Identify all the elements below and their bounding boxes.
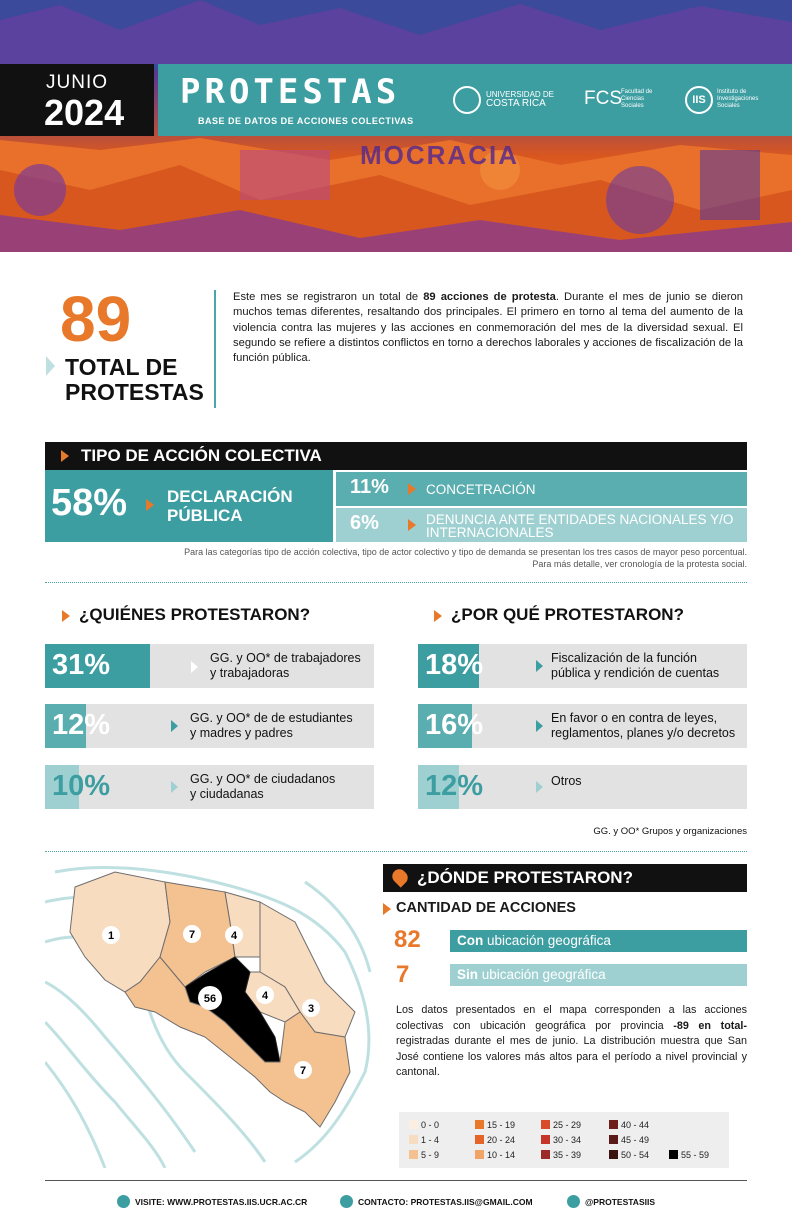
con-ubicacion-label (457, 933, 611, 948)
legend-swatch (669, 1150, 678, 1159)
date-month: JUNIO (46, 72, 108, 93)
legend-label: 10 - 14 (487, 1150, 516, 1160)
footer-web-url[interactable]: WWW.PROTESTAS.IIS.UCR.AC.CR (167, 1197, 308, 1207)
logo-fcs-text (621, 89, 652, 110)
quienes-label-line1: GG. y OO* de trabajadores (210, 651, 361, 665)
quienes-label-line1: GG. y OO* de ciudadanos (190, 772, 336, 786)
porque-label (551, 651, 719, 681)
brand-subtitle: BASE DE DATOS DE ACCIONES COLECTIVAS (198, 116, 414, 126)
divider (45, 851, 747, 852)
map-label: 56 (203, 993, 217, 1005)
location-pin-icon (389, 866, 410, 887)
summary-text-a: Este mes se registraron un total de (233, 291, 424, 303)
tipo-main-card (45, 470, 333, 542)
legend-label: 0 - 0 (421, 1120, 440, 1130)
sin-ubicacion-label (457, 967, 606, 982)
legend-label: 30 - 34 (553, 1135, 582, 1145)
porque-label (551, 711, 735, 741)
quienes-label-line2: y madres y padres (190, 726, 293, 740)
logo-ucr-line2: COSTA RICA (486, 98, 546, 109)
footer-social[interactable] (567, 1195, 655, 1208)
title-band (158, 64, 792, 136)
quienes-card (45, 704, 374, 748)
tipo-row-arrow-icon (408, 519, 416, 531)
total-number: 89 (60, 283, 132, 355)
legend-swatch (409, 1135, 418, 1144)
tipo-title: TIPO DE ACCIÓN COLECTIVA (81, 446, 322, 465)
legend-item (669, 1150, 709, 1160)
tipo-main-pct: 58% (51, 482, 128, 524)
arrow-icon (536, 660, 543, 672)
map-legend (399, 1112, 729, 1168)
legend-label: 45 - 49 (621, 1135, 650, 1145)
quienes-pct: 12% (52, 709, 111, 741)
legend-swatch (541, 1135, 550, 1144)
legend-item (409, 1150, 439, 1160)
legend-swatch (409, 1150, 418, 1159)
arrow-icon (171, 781, 178, 793)
map-text-b: registradas durante el mes de junio. La distribución muestra que San José contiene los valores más altos para el período a nivel provincial y cantonal. (396, 1035, 747, 1079)
tipo-row (336, 472, 747, 506)
legend-label: 50 - 54 (621, 1150, 650, 1160)
footer-web[interactable] (117, 1195, 307, 1208)
legend-swatch (541, 1120, 550, 1129)
total-label-line2: PROTESTAS (65, 379, 204, 405)
legend-label: 55 - 59 (681, 1150, 710, 1160)
tipo-note-line1: Para las categorías tipo de acción colectiva, tipo de actor colectivo y tipo de demanda se presentan los tres casos de mayor peso porcentual. (184, 547, 747, 557)
sin-ubicacion-bar (450, 964, 747, 986)
porque-label-line1: Otros (551, 774, 582, 788)
donde-title: ¿DÓNDE PROTESTARON? (417, 868, 633, 887)
legend-swatch (475, 1120, 484, 1129)
map-label: 1 (107, 930, 115, 942)
con-ubicacion-rest: ubicación geográfica (483, 933, 611, 948)
tipo-row-label: CONCETRACIÓN (426, 482, 536, 497)
map-description (396, 1003, 747, 1081)
arrow-icon (536, 781, 543, 793)
tipo-row-pct: 6% (350, 512, 379, 534)
arrow-icon (191, 661, 198, 673)
legend-swatch (475, 1135, 484, 1144)
footnote: GG. y OO* Grupos y organizaciones (593, 826, 747, 837)
legend-item (541, 1135, 581, 1145)
footer-web-label: VISITE: (135, 1197, 165, 1207)
con-ubicacion-bar (450, 930, 747, 952)
summary-text (233, 290, 743, 366)
legend-label: 40 - 44 (621, 1120, 650, 1130)
logo-iis-line3: Sociales (717, 103, 740, 109)
tipo-main-arrow-icon (146, 499, 154, 511)
porque-label (551, 774, 582, 789)
footer-divider (45, 1180, 747, 1181)
brand-title: PROTESTAS (180, 72, 401, 112)
porque-pct: 16% (425, 709, 484, 741)
map-svg (45, 862, 375, 1168)
quienes-card (45, 765, 374, 809)
facebook-icon (567, 1195, 580, 1208)
quienes-title: ¿QUIÉNES PROTESTARON? (79, 605, 311, 624)
legend-item (609, 1120, 649, 1130)
con-ubicacion-number: 82 (394, 926, 421, 953)
logo-fcs-line1: Facultad de (621, 89, 653, 95)
section-arrow-icon (62, 610, 70, 622)
tipo-note-line2: Para más detalle, ver cronología de la protesta social. (532, 559, 747, 569)
quienes-label (210, 651, 361, 681)
porque-card (418, 704, 747, 748)
logo-iis-text (717, 89, 758, 110)
legend-label: 20 - 24 (487, 1135, 516, 1145)
legend-label: 5 - 9 (421, 1150, 440, 1160)
porque-label-line2: pública y rendición de cuentas (551, 666, 720, 680)
quienes-pct: 10% (52, 770, 111, 802)
legend-item (475, 1135, 515, 1145)
legend-item (475, 1150, 515, 1160)
legend-label: 1 - 4 (421, 1135, 440, 1145)
quienes-pct: 31% (52, 649, 111, 681)
porque-title: ¿POR QUÉ PROTESTARON? (451, 605, 684, 624)
cantidad-title: CANTIDAD DE ACCIONES (396, 900, 576, 916)
sin-ubicacion-rest: ubicación geográfica (478, 967, 606, 982)
legend-swatch (475, 1150, 484, 1159)
logo-iis: IIS (685, 86, 713, 114)
legend-item (609, 1135, 649, 1145)
arrow-icon (536, 720, 543, 732)
quienes-label-line2: y ciudadanas (190, 787, 264, 801)
map-label: 4 (230, 930, 238, 942)
logo-ucr-line1: UNIVERSIDAD DE (486, 90, 555, 99)
total-label-line1: TOTAL DE (65, 354, 178, 380)
footer-social-handle[interactable]: @PROTESTASIIS (585, 1197, 656, 1207)
logo-ucr (486, 90, 554, 108)
quienes-label (190, 711, 353, 741)
legend-item (409, 1120, 439, 1130)
arrow-icon (171, 720, 178, 732)
section-arrow-icon (61, 450, 69, 462)
porque-card (418, 644, 747, 688)
legend-item (475, 1120, 515, 1130)
tipo-row-arrow-icon (408, 483, 416, 495)
legend-item (409, 1135, 439, 1145)
legend-swatch (609, 1135, 618, 1144)
con-ubicacion-bold: Con (457, 933, 484, 948)
logo-fcs: FCS (584, 88, 622, 109)
legend-swatch (541, 1150, 550, 1159)
legend-item (541, 1150, 581, 1160)
legend-label: 25 - 29 (553, 1120, 582, 1130)
quienes-label (190, 772, 335, 802)
tipo-row-pct: 11% (350, 476, 389, 498)
banner-text: MOCRACIA (360, 140, 519, 170)
logo-fcs-line2: Ciencias (621, 96, 645, 102)
tipo-row-label: DENUNCIA ANTE ENTIDADES NACIONALES Y/O INTERNACIONALES (426, 512, 734, 540)
footer-contact-email[interactable]: PROTESTAS.IIS@GMAIL.COM (410, 1197, 533, 1207)
legend-item (609, 1150, 649, 1160)
summary-divider (214, 290, 216, 408)
map-text-bold: -89 en total- (673, 1019, 747, 1032)
summary-text-b: . Durante el mes de junio se dieron muchos temas diferentes, resaltando dos principales. El primero en torno al tema del aumento de la violencia contra las mujeres y las acciones en conmemoración del mes de la diversidad sexual. El segundo se refiere a distintos conflictos en torno a derechos laborales y acciones de fiscalización de la función pública. (233, 291, 743, 365)
legend-swatch (409, 1120, 418, 1129)
pointer-icon (46, 356, 55, 376)
map-label: 3 (307, 1003, 315, 1015)
section-arrow-icon (383, 903, 391, 915)
map-label: 4 (261, 990, 269, 1002)
section-arrow-icon (434, 610, 442, 622)
logo-fcs-line3: Sociales (621, 103, 644, 109)
globe-icon (117, 1195, 130, 1208)
quienes-card (45, 644, 374, 688)
tipo-note (45, 546, 747, 570)
quienes-label-line1: GG. y OO* de de estudiantes (190, 711, 353, 725)
tipo-row (336, 508, 747, 542)
mail-icon (340, 1195, 353, 1208)
tipo-section-header (45, 442, 747, 470)
logo-iis-line1: Instituto de (717, 89, 747, 95)
porque-label-line2: reglamentos, planes y/o decretos (551, 726, 736, 740)
map-label: 7 (188, 929, 196, 941)
footer-contact[interactable] (340, 1195, 533, 1208)
divider (45, 582, 747, 583)
province-map (45, 862, 375, 1168)
sin-ubicacion-number: 7 (396, 961, 410, 988)
porque-pct: 18% (425, 649, 484, 681)
legend-swatch (609, 1150, 618, 1159)
porque-pct: 12% (425, 770, 484, 802)
map-text-a: Los datos presentados en el mapa corresponden a las acciones colectivas con ubicación geográfica por provincia (396, 1004, 747, 1032)
logo-iis-line2: Investigaciones (717, 96, 759, 102)
total-label (65, 355, 215, 405)
donde-section-header (383, 864, 747, 892)
porque-label-line1: Fiscalización de la función (551, 651, 697, 665)
legend-item (541, 1120, 581, 1130)
ucr-seal-icon (453, 86, 481, 114)
date-year: 2024 (44, 92, 125, 133)
porque-label-line1: En favor o en contra de leyes, (551, 711, 718, 725)
sin-ubicacion-bold: Sin (457, 967, 479, 982)
quienes-label-line2: y trabajadoras (210, 666, 290, 680)
footer-contact-label: CONTACTO: (358, 1197, 409, 1207)
legend-label: 15 - 19 (487, 1120, 516, 1130)
date-box (0, 64, 154, 136)
tipo-main-label: DECLARACIÓN PÚBLICA (167, 487, 293, 525)
porque-card (418, 765, 747, 809)
summary-text-bold: 89 acciones de protesta (423, 291, 556, 303)
map-label: 7 (299, 1065, 307, 1077)
legend-swatch (609, 1120, 618, 1129)
legend-label: 35 - 39 (553, 1150, 582, 1160)
